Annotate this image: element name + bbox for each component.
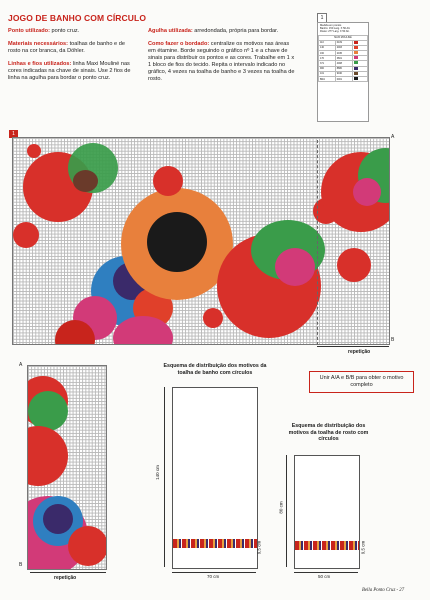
- bath-diagram-title: Esquema de distribuição dos motivos da toalha de banho com círculos: [163, 363, 267, 376]
- mark-b-left: B: [19, 562, 23, 568]
- legend-swatch: [353, 77, 368, 82]
- vertical-chart: [27, 365, 107, 570]
- legend-code: 110: [319, 40, 336, 45]
- circle-red-tiny: [27, 144, 41, 158]
- bath-width-line: [172, 572, 256, 573]
- legend-num: 0001: [335, 77, 353, 82]
- face-width-line: [294, 572, 358, 573]
- howto-para: [148, 41, 298, 83]
- repeat-label: repetição: [348, 349, 371, 355]
- materials-text: toalhas de banho e de rosto na cor branca, da Döhler.: [8, 41, 125, 54]
- face-width: 50 cm: [318, 574, 331, 579]
- threads-para: [8, 61, 138, 82]
- face-towel: [294, 455, 360, 569]
- legend-line: Medida em pontos: [320, 24, 342, 27]
- face-height: 80 cm: [278, 501, 284, 514]
- face-towel-band: [295, 541, 359, 550]
- legend-code: BRA: [319, 77, 336, 82]
- howto-text: centralize os motivos nas áreas em étamine. Borde seguindo o gráfico nº 1 e a chave de sinais para distribuir os pontos e as cores. Trabalhe em 1 x 1 bloco de fios do tecido. Repita o intervalo indicado no gráfico, 4 vezes na toalha de banho e 3 vezes na toalha de rosto.: [148, 41, 295, 82]
- legend-code: 170: [319, 56, 336, 61]
- repeat-zone: [317, 140, 390, 345]
- materials-label: Materiais necessários:: [8, 41, 69, 47]
- legend-num: 4008: [335, 61, 353, 66]
- bath-height: 140 cm: [154, 465, 160, 480]
- chart-number-badge: 1: [9, 130, 18, 138]
- needle-text: arredondada, própria para bordar.: [192, 28, 279, 34]
- legend-code: 371: [319, 61, 336, 66]
- circle-black: [147, 212, 207, 272]
- circle-brown: [73, 170, 98, 192]
- legend-lines: [318, 23, 368, 35]
- v-circle-purple: [43, 504, 73, 534]
- face-diagram-title: Esquema de distribuição dos motivos da toalha de rosto com círculos: [288, 423, 369, 442]
- legend-table: [318, 35, 368, 83]
- legend-code: 101: [319, 71, 336, 76]
- v-circle-green: [28, 391, 68, 431]
- bath-towel: [172, 387, 258, 569]
- legend-num: 9040: [335, 71, 353, 76]
- legend-line: Rosto: 2?? Larg. X 50 Alt.: [320, 30, 350, 34]
- used-stitch-para: [8, 28, 138, 35]
- mark-a-left: A: [19, 362, 23, 368]
- join-note: Unir A/A e B/B para obter o motivo completo: [309, 371, 414, 393]
- thread-legend: [317, 22, 369, 122]
- legend-num: 8880: [335, 66, 353, 71]
- needle-label: Agulha utilizada:: [148, 28, 193, 34]
- legend-header: MAXI MOULINÉ: [319, 35, 368, 40]
- page-title: JOGO DE BANHO COM CÍRCULO: [8, 13, 147, 23]
- threads-text: linha Maxi Mouliné nas cores indicadas na chave de sinais. Use 2 fios de linha na agulha para bordar o ponto cruz.: [8, 61, 131, 81]
- materials-para: [8, 41, 138, 55]
- howto-label: Como fazer o bordado:: [148, 41, 210, 47]
- circle-pink-right: [275, 248, 315, 286]
- bath-towel-band: [173, 539, 257, 548]
- legend-row: [319, 77, 368, 82]
- legend-num: 2045: [335, 51, 353, 56]
- mark-b: B: [391, 337, 395, 343]
- circle-red-top: [153, 166, 183, 196]
- repeat-bracket: [317, 346, 389, 347]
- circle-red-dot: [203, 308, 223, 328]
- face-height-line: [286, 455, 287, 567]
- threads-label: Linhas e fios utilizados:: [8, 61, 72, 67]
- used-stitch-text: ponto cruz.: [49, 28, 80, 34]
- repeat-label-left: repetição: [54, 575, 77, 581]
- instructions-col1: [8, 28, 138, 82]
- legend-number: 1: [317, 13, 327, 23]
- face-band-height: 9,5 cm: [360, 540, 366, 555]
- repeat-bracket-left: [30, 572, 106, 573]
- legend-num: 2003: [335, 45, 353, 50]
- needle-para: [148, 28, 298, 35]
- bath-height-line: [164, 387, 165, 567]
- legend-code: 140: [319, 45, 336, 50]
- circle-red-small: [13, 222, 39, 248]
- mark-a: A: [391, 134, 395, 140]
- bath-width: 70 cm: [207, 574, 220, 579]
- page-footer: Bella Ponto Cruz - 27: [362, 588, 405, 593]
- v-circle-red2: [27, 426, 68, 486]
- legend-line: Banho: 150 Larg. X 50 Alt.: [320, 27, 351, 31]
- bath-band-height: 9,5 cm: [256, 540, 262, 555]
- v-circle-red3: [68, 526, 107, 566]
- used-stitch-label: Ponto utilizado:: [8, 28, 50, 34]
- instructions-col2: [148, 28, 298, 83]
- legend-num: 3801: [335, 56, 353, 61]
- legend-code: 900: [319, 66, 336, 71]
- legend-num: 0109: [335, 40, 353, 45]
- legend-code: 160: [319, 51, 336, 56]
